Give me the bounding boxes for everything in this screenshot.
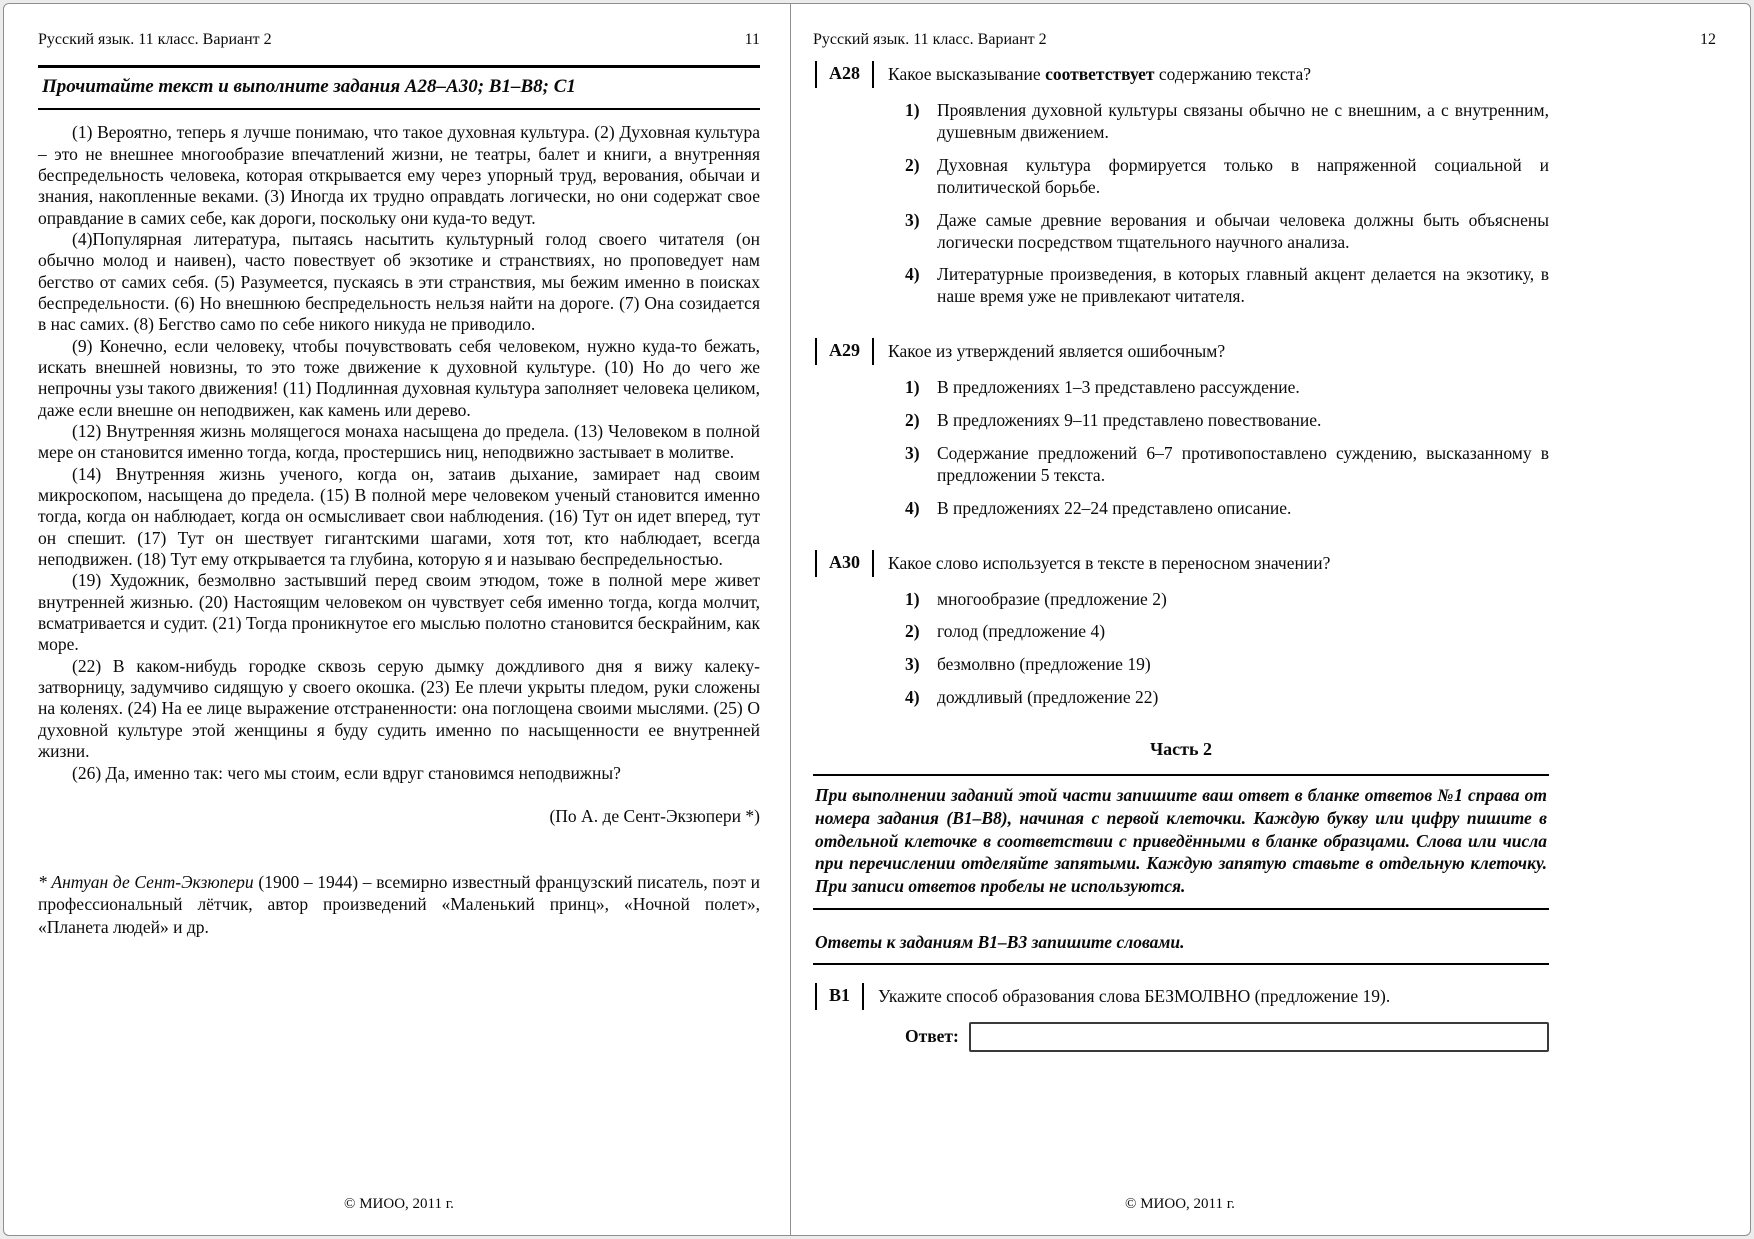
option-number: 2) bbox=[905, 410, 920, 431]
option-a30-2 bbox=[905, 621, 1549, 643]
question-label-a28: А28 bbox=[815, 61, 874, 88]
option-text: Даже самые древние верования и обычаи человека должны быть объяснены логически посредством тщательного научного анализа. bbox=[937, 209, 1549, 252]
option-a29-4 bbox=[905, 498, 1549, 520]
text-paragraph: (1) Вероятно, теперь я лучше понимаю, что такое духовная культура. (2) Духовная культура – это не внешнее многообразие впечатлений жизни, не театры, балет и книги, а внутренняя беспредельность человека, которая открывается ему через упорный труд, верования, обычаи и знания, накопленные веками. (3) Иногда их трудно оправдать логически, но они содержат свое оправдание в самих себе, как дороги, поскольку они куда-то ведут. bbox=[38, 122, 760, 228]
option-a29-2 bbox=[905, 410, 1549, 432]
text-paragraph: (4)Популярная литература, пытаясь насытить культурный голод своего читателя (он обычно молод и наивен), часто повествует об экзотике и странствиях, но проповедует нам бегство от самих себя. (5) Разумеется, пускаясь в эти странствия, мы бежим именно в поисках беспредельности. (6) Но внешнюю беспредельность нельзя найти на дороге. (7) Она созидается в нас самих. (8) Бегство само по себе никого никуда не приводило. bbox=[38, 228, 760, 335]
part2-title: Часть 2 bbox=[1149, 739, 1213, 760]
page-number: 11 bbox=[744, 31, 760, 48]
option-text: В предложениях 22–24 представлено описание. bbox=[937, 497, 1292, 518]
page-11-header bbox=[38, 30, 760, 49]
option-number: 1) bbox=[905, 588, 920, 609]
text-attribution: (По А. де Сент-Экзюпери *) bbox=[549, 805, 760, 826]
question-b1-head bbox=[813, 983, 1549, 1010]
page-number: 12 bbox=[1700, 31, 1716, 48]
question-a29 bbox=[813, 338, 1549, 519]
question-a30 bbox=[813, 550, 1549, 710]
option-a29-1 bbox=[905, 377, 1549, 399]
option-text: многообразие (предложение 2) bbox=[937, 588, 1167, 609]
question-a29-head bbox=[813, 338, 1549, 365]
option-text: Духовная культура формируется только в напряженной социальной и политической борьбе. bbox=[937, 154, 1549, 197]
page-11-footer: © МИОО, 2011 г. bbox=[344, 1196, 454, 1212]
option-text: голод (предложение 4) bbox=[937, 621, 1106, 642]
question-a29-text: Какое из утверждений является ошибочным? bbox=[888, 341, 1226, 362]
question-label-b1: В1 bbox=[815, 983, 864, 1010]
option-a28-1 bbox=[905, 100, 1549, 144]
footnote-author: * Антуан де Сент-Экзюпери bbox=[38, 871, 254, 892]
question-a30-options bbox=[813, 589, 1549, 710]
question-a28-head bbox=[813, 61, 1549, 88]
question-a30-text: Какое слово используется в тексте в переносном значении? bbox=[888, 552, 1331, 573]
document-spread bbox=[3, 3, 1751, 1236]
option-a30-4 bbox=[905, 687, 1549, 709]
text-paragraph: (26) Да, именно так: чего мы стоим, если вдруг становимся неподвижны? bbox=[72, 762, 621, 783]
option-text: дождливый (предложение 22) bbox=[937, 687, 1159, 708]
question-a28-text-pre: Какое высказывание bbox=[888, 64, 1046, 85]
text-paragraph: (12) Внутренняя жизнь молящегося монаха насыщена до предела. (13) Человеком в полной мере он становится именно тогда, когда, простершись ниц, неподвижно застывает в молитве. bbox=[38, 421, 760, 463]
question-b1 bbox=[813, 983, 1549, 1052]
question-label-a30: А30 bbox=[815, 550, 874, 577]
part2-instructions: При выполнении заданий этой части запишите ваш ответ в бланке ответов №1 справа от номера задания (В1–В8), начиная с первой клеточки. Каждую букву или цифру пишите в отдельной клеточке в соответствии с приведёнными в бланке образцами. Слова или числа при перечислении отделяйте запятыми. Каждую запятую ставьте в отдельную клеточку. При записи ответов пробелы не используются. bbox=[813, 774, 1549, 910]
question-a30-head bbox=[813, 550, 1549, 577]
option-text: В предложениях 9–11 представлено повествование. bbox=[937, 410, 1322, 431]
question-a28 bbox=[813, 61, 1549, 308]
page-header-title: Русский язык. 11 класс. Вариант 2 bbox=[813, 31, 1047, 48]
option-a28-2 bbox=[905, 155, 1549, 199]
option-number: 4) bbox=[905, 264, 920, 285]
question-b1-text: Укажите способ образования слова БЕЗМОЛВНО (предложение 19). bbox=[878, 985, 1391, 1006]
reading-task-heading-text: Прочитайте текст и выполните задания А28–А30; В1–В8; С1 bbox=[42, 76, 576, 98]
option-number: 1) bbox=[905, 377, 920, 398]
page-12 bbox=[791, 4, 1750, 1235]
option-a30-1 bbox=[905, 589, 1549, 611]
text-paragraph: (9) Конечно, если человеку, чтобы почувствовать себя человеком, нужно куда-то бежать, искать внешней новизны, то это тоже движение к духовной культуре. (10) Но до чего же непрочны узы такого движения! (11) Подлинная духовная культура заполняет человека целиком, даже если внешне он неподвижен, как камень или дерево. bbox=[38, 335, 760, 420]
option-a29-3 bbox=[905, 443, 1549, 487]
text-paragraph: (19) Художник, безмолвно застывший перед своим этюдом, тоже в полной мере живет внутренней жизнью. (20) Настоящим человеком он чувствует себя именно тогда, когда молчит, всматривается и судит. (21) Тогда проникнутое его мыслью полотно становится бескрайним, как море. bbox=[38, 570, 760, 655]
option-number: 4) bbox=[905, 687, 920, 708]
page-12-footer: © МИОО, 2011 г. bbox=[1125, 1196, 1235, 1212]
page-11 bbox=[4, 4, 791, 1235]
b-answers-note: Ответы к заданиям В1–В3 запишите словами. bbox=[813, 928, 1549, 965]
option-a28-4 bbox=[905, 264, 1549, 308]
option-text: Проявления духовной культуры связаны обычно не с внешним, а с внутренним, душевным движением. bbox=[937, 100, 1549, 143]
option-text: В предложениях 1–3 представлено рассуждение. bbox=[937, 377, 1300, 398]
option-text: Литературные произведения, в которых главный акцент делается на экзотику, в наше время уже не привлекают читателя. bbox=[937, 264, 1549, 307]
option-number: 2) bbox=[905, 154, 920, 175]
text-paragraph: (22) В каком-нибудь городке сквозь серую дымку дождливого дня я вижу калеку-затворницу, задумчиво сидящую у своего окошка. (23) Ее плечи укрыты пледом, руки сложены на коленях. (24) На ее лице выражение отстраненности: она поглощена своими мыслями. (25) О духовной культуре этой женщины я буду судить именно по насыщенности ее внутренней жизни. bbox=[38, 655, 760, 762]
option-number: 1) bbox=[905, 100, 920, 121]
option-number: 2) bbox=[905, 621, 920, 642]
option-text: Содержание предложений 6–7 противопоставлено суждению, высказанному в предложении 5 текста. bbox=[937, 442, 1549, 485]
option-a28-3 bbox=[905, 210, 1549, 254]
question-a29-options bbox=[813, 377, 1549, 519]
page-header-title: Русский язык. 11 класс. Вариант 2 bbox=[38, 31, 272, 48]
question-a28-options bbox=[813, 100, 1549, 308]
b1-answer-row bbox=[905, 1022, 1549, 1052]
question-label-a29: А29 bbox=[815, 338, 874, 365]
footnote bbox=[38, 871, 760, 938]
question-a28-text bbox=[888, 61, 1549, 85]
option-number: 3) bbox=[905, 654, 920, 675]
reading-text bbox=[38, 122, 760, 784]
question-a28-text-post: содержанию текста? bbox=[1154, 64, 1312, 85]
text-paragraph: (14) Внутренняя жизнь ученого, когда он, затаив дыхание, замирает над своим микроскопом, насыщена до предела. (15) В полной мере человеком ученый становится именно тогда, когда он наблюдает, когда он осмысливает свои наблюдения. (16) Тут он идет вперед, тут он спешит. (17) Тут он шествует гигантскими шагами, хотя тот, кто наблюдает, всегда неподвижен. (18) Тут ему открывается та глубина, которую я и называю беспредельностью. bbox=[38, 463, 760, 570]
option-number: 3) bbox=[905, 442, 920, 463]
answer-input[interactable] bbox=[969, 1022, 1549, 1052]
option-number: 3) bbox=[905, 209, 920, 230]
option-text: безмолвно (предложение 19) bbox=[937, 654, 1151, 675]
option-a30-3 bbox=[905, 654, 1549, 676]
page-12-content bbox=[813, 61, 1549, 1212]
option-number: 4) bbox=[905, 497, 920, 518]
footnote-text: (1900 – 1944) – всемирно известный французский писатель, поэт и профессиональный лётчик, автор произведений «Маленький принц», «Ночной полет», «Планета людей» и др. bbox=[38, 871, 760, 937]
reading-task-heading bbox=[38, 65, 760, 110]
question-a28-text-bold: соответствует bbox=[1045, 64, 1155, 85]
page-12-header bbox=[813, 30, 1730, 49]
answer-label: Ответ: bbox=[905, 1026, 959, 1047]
